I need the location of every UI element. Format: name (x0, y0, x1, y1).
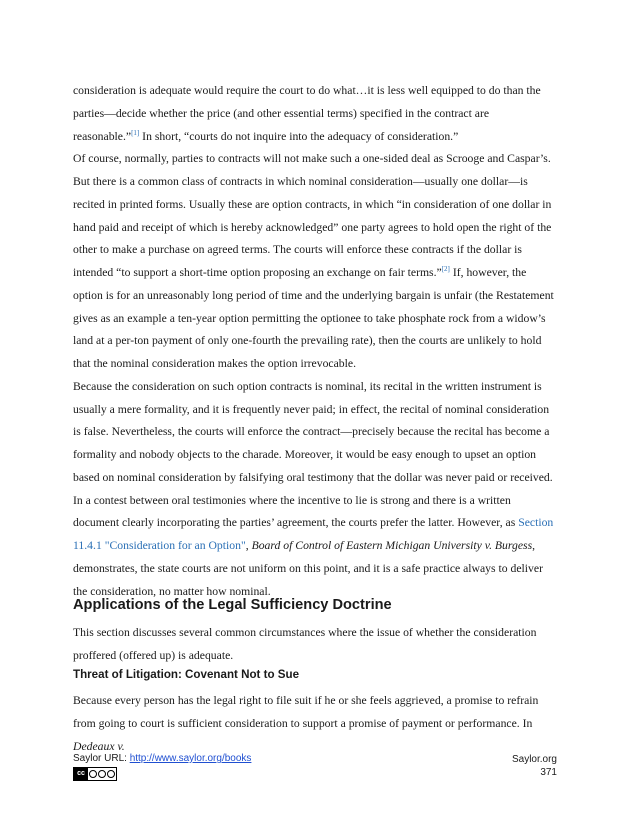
paragraph-3-text: Because the consideration on such option contracts is nominal, its recital in the written instrument is usually a mere formality, and it is frequently never paid; in effect, the recital of nominal consideration is false. Nevertheless, the courts will enforce the contract—precisely because the recital has become a formality and nobody objects to the charade. Moreover, it would be easy enough to upset an option based on nominal consideration by falsifying oral testimony that the dollar was never paid or received. In a contest between oral testimonies where the incentive to lie is strong and there is a written document clearly incorporating the parties’ agreement, the courts prefer the latter. However, as (73, 379, 553, 530)
footnote-ref-2[interactable]: [2] (441, 265, 450, 274)
paragraph-2-text-cont: If, however, the option is for an unreasonably long period of time and the underlying bargain is unfair (the Restatement gives as an example a ten-year option permitting the optionee to take phosphate rock from a widow’s land at a per-ton payment of only one-fourth the prevailing rate), then the courts are unlikely to hold that the nominal consideration makes the option irrevocable. (73, 266, 554, 370)
cc-license-symbols-icon (88, 768, 116, 780)
body-text-section (73, 622, 557, 668)
section-link[interactable]: Section 11.4.1 "Consideration for an Option" (73, 516, 554, 552)
footnote-ref-1[interactable]: [1] (131, 128, 140, 137)
paragraph-5-text: Because every person has the legal right to file suit if he or she feels aggrieved, a promise to refrain from going to court is sufficient consideration to support a promise of payment or performance. In (73, 694, 539, 730)
paragraph-2 (73, 148, 557, 376)
paragraph-4: This section discusses several common circumstances where the issue of whether the consideration proffered (offered up) is adequate. (73, 626, 537, 662)
section-heading: Applications of the Legal Sufficiency Doctrine (73, 597, 392, 613)
paragraph-3-text-cont: , demonstrates, the state courts are not uniform on this point, and it is a safe practice always to deliver the consideration, no matter how nominal. (73, 539, 543, 598)
footer-right (512, 753, 557, 779)
paragraph-1-text-cont: In short, “courts do not inquire into the adequacy of consideration.” (139, 129, 459, 143)
creative-commons-badge-icon (73, 767, 117, 781)
page-number: 371 (540, 767, 557, 778)
saylor-books-link[interactable]: http://www.saylor.org/books (129, 753, 252, 764)
footer-url (73, 753, 251, 764)
case-name-dedeaux: Dedeaux v. (73, 739, 125, 753)
paragraph-1 (73, 80, 557, 148)
subsection-heading: Threat of Litigation: Covenant Not to Sue (73, 668, 300, 681)
paragraph-5 (73, 690, 557, 758)
case-name: Board of Control of Eastern Michigan University v. Burgess (251, 539, 533, 552)
cc-logo-icon: cc (74, 768, 88, 780)
body-text-upper (73, 80, 557, 603)
body-text-subsection (73, 690, 557, 758)
paragraph-1-text: consideration is adequate would require the court to do what…it is less well equipped to do than the parties—decide whether the price (and other essential terms) specified in the contract are reasonable.” (73, 84, 541, 143)
paragraph-3 (73, 376, 557, 604)
paragraph-3-separator: , (245, 539, 252, 552)
paragraph-2-text: Of course, normally, parties to contracts will not make such a one-sided deal as Scrooge and Caspar’s. But there is a common class of contracts in which nominal consideration—usually one dollar—is recited in printed forms. Usually these are option contracts, in which “in consideration of one dollar in hand paid and receipt of which is hereby acknowledged” one party agrees to hold open the right of the other to make a purchase on agreed terms. The courts will enforce these contracts if the dollar is intended “to support a short-time option proposing an exchange on fair terms.” (73, 152, 552, 279)
footer-url-label: Saylor URL: (73, 753, 130, 764)
footer-site: Saylor.org (511, 754, 557, 765)
